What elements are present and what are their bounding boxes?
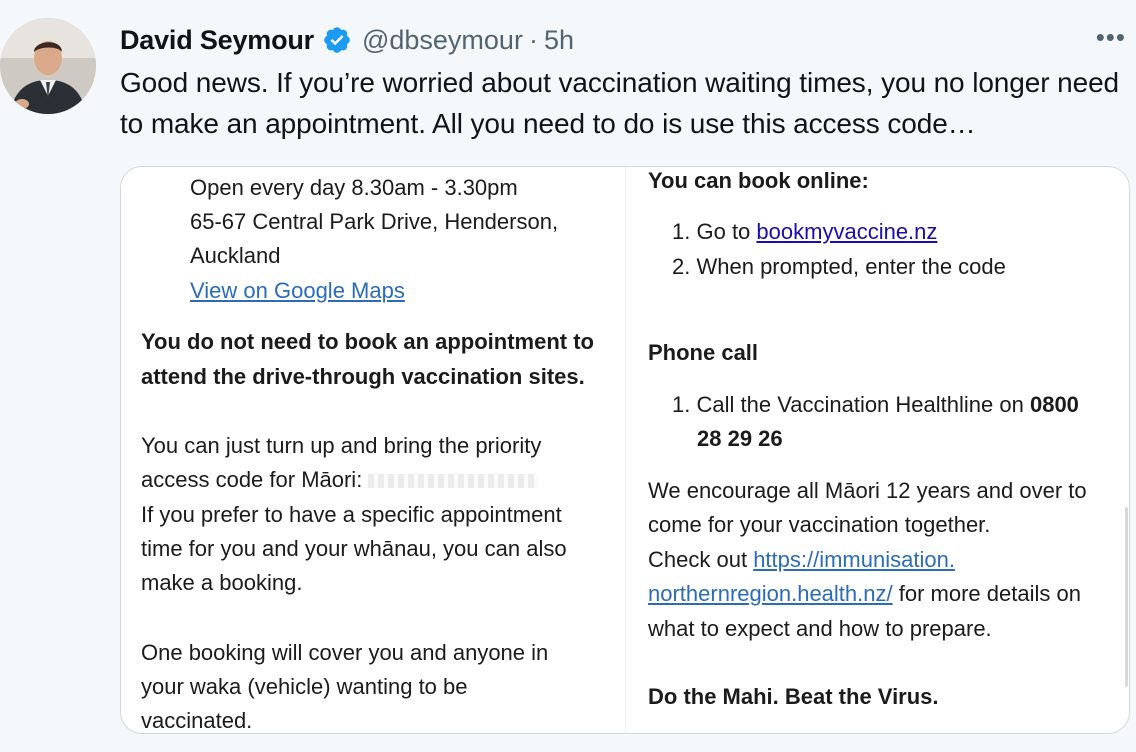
tweet-text: Good news. If you’re worried about vaccination waiting times, you no longer need to make an appointment. All you need to do is use this access code… (120, 67, 1120, 139)
tweet-header (120, 20, 574, 60)
immunisation-link-part-2[interactable]: northernregion.health.nz/ (648, 581, 893, 606)
details-line-1: for more details on (898, 581, 1081, 606)
profile-photo-icon (0, 18, 96, 114)
turn-up-line-2: access code for Māori: (141, 467, 363, 492)
no-booking-line-1: You do not need to book an appointment to (141, 329, 594, 354)
online-step-2 (672, 250, 1006, 285)
user-handle[interactable]: @dbseymour (361, 24, 523, 55)
timestamp[interactable]: 5h (543, 24, 574, 55)
hours-text: Open every day 8.30am - 3.30pm (190, 175, 518, 200)
prefer-line-3: make a booking. (141, 570, 303, 595)
step-text: When prompted, enter the code (696, 254, 1006, 279)
step-text: Go to (696, 219, 751, 244)
slogan: Do the Mahi. Beat the Virus. (648, 684, 939, 709)
turn-up-line-1: You can just turn up and bring the priority (141, 433, 542, 458)
waka-line-2: your waka (vehicle) wanting to be (141, 674, 468, 699)
waka-line-3: vaccinated. (141, 708, 253, 733)
display-name[interactable]: David Seymour (120, 24, 314, 55)
phone-number-part-1: 0800 (1029, 392, 1079, 417)
image-left-column (121, 167, 625, 733)
online-heading: You can book online: (648, 168, 869, 193)
image-right-column (625, 167, 1130, 733)
step-number: 1. (672, 392, 691, 417)
no-booking-line-2: attend the drive-through vaccination sites. (141, 364, 585, 389)
step-text: Call the Vaccination Healthline on (696, 392, 1024, 417)
phone-heading: Phone call (648, 340, 759, 365)
phone-number-part-2: 28 29 26 (697, 426, 783, 451)
prefer-line-1: If you prefer to have a specific appointment (141, 502, 562, 527)
phone-step-1 (672, 388, 1079, 423)
online-step-1 (672, 215, 937, 250)
attached-image[interactable] (120, 166, 1130, 734)
check-out-text: Check out (648, 547, 748, 572)
bookmyvaccine-link[interactable]: bookmyvaccine.nz (756, 219, 938, 244)
address-line-1: 65-67 Central Park Drive, Henderson, (190, 209, 559, 234)
redacted-access-code (368, 474, 538, 488)
separator-dot: · (528, 24, 538, 55)
encourage-line-1: We encourage all Māori 12 years and over to (648, 478, 1087, 503)
verified-badge-icon (322, 25, 352, 55)
step-number: 1. (672, 219, 691, 244)
avatar[interactable] (0, 18, 96, 114)
waka-line-1: One booking will cover you and anyone in (141, 640, 549, 665)
step-number: 2. (672, 254, 691, 279)
prefer-line-2: time for you and your whānau, you can also (141, 536, 567, 561)
details-line-2: what to expect and how to prepare. (648, 616, 992, 641)
encourage-line-2: come for your vaccination together. (648, 512, 991, 537)
more-horizontal-icon[interactable]: ••• (1095, 22, 1126, 52)
address-line-2: Auckland (190, 243, 281, 268)
scrollbar[interactable] (1125, 507, 1128, 687)
immunisation-link-part-1[interactable]: https://immunisation. (753, 547, 955, 572)
google-maps-link[interactable]: View on Google Maps (190, 278, 405, 303)
